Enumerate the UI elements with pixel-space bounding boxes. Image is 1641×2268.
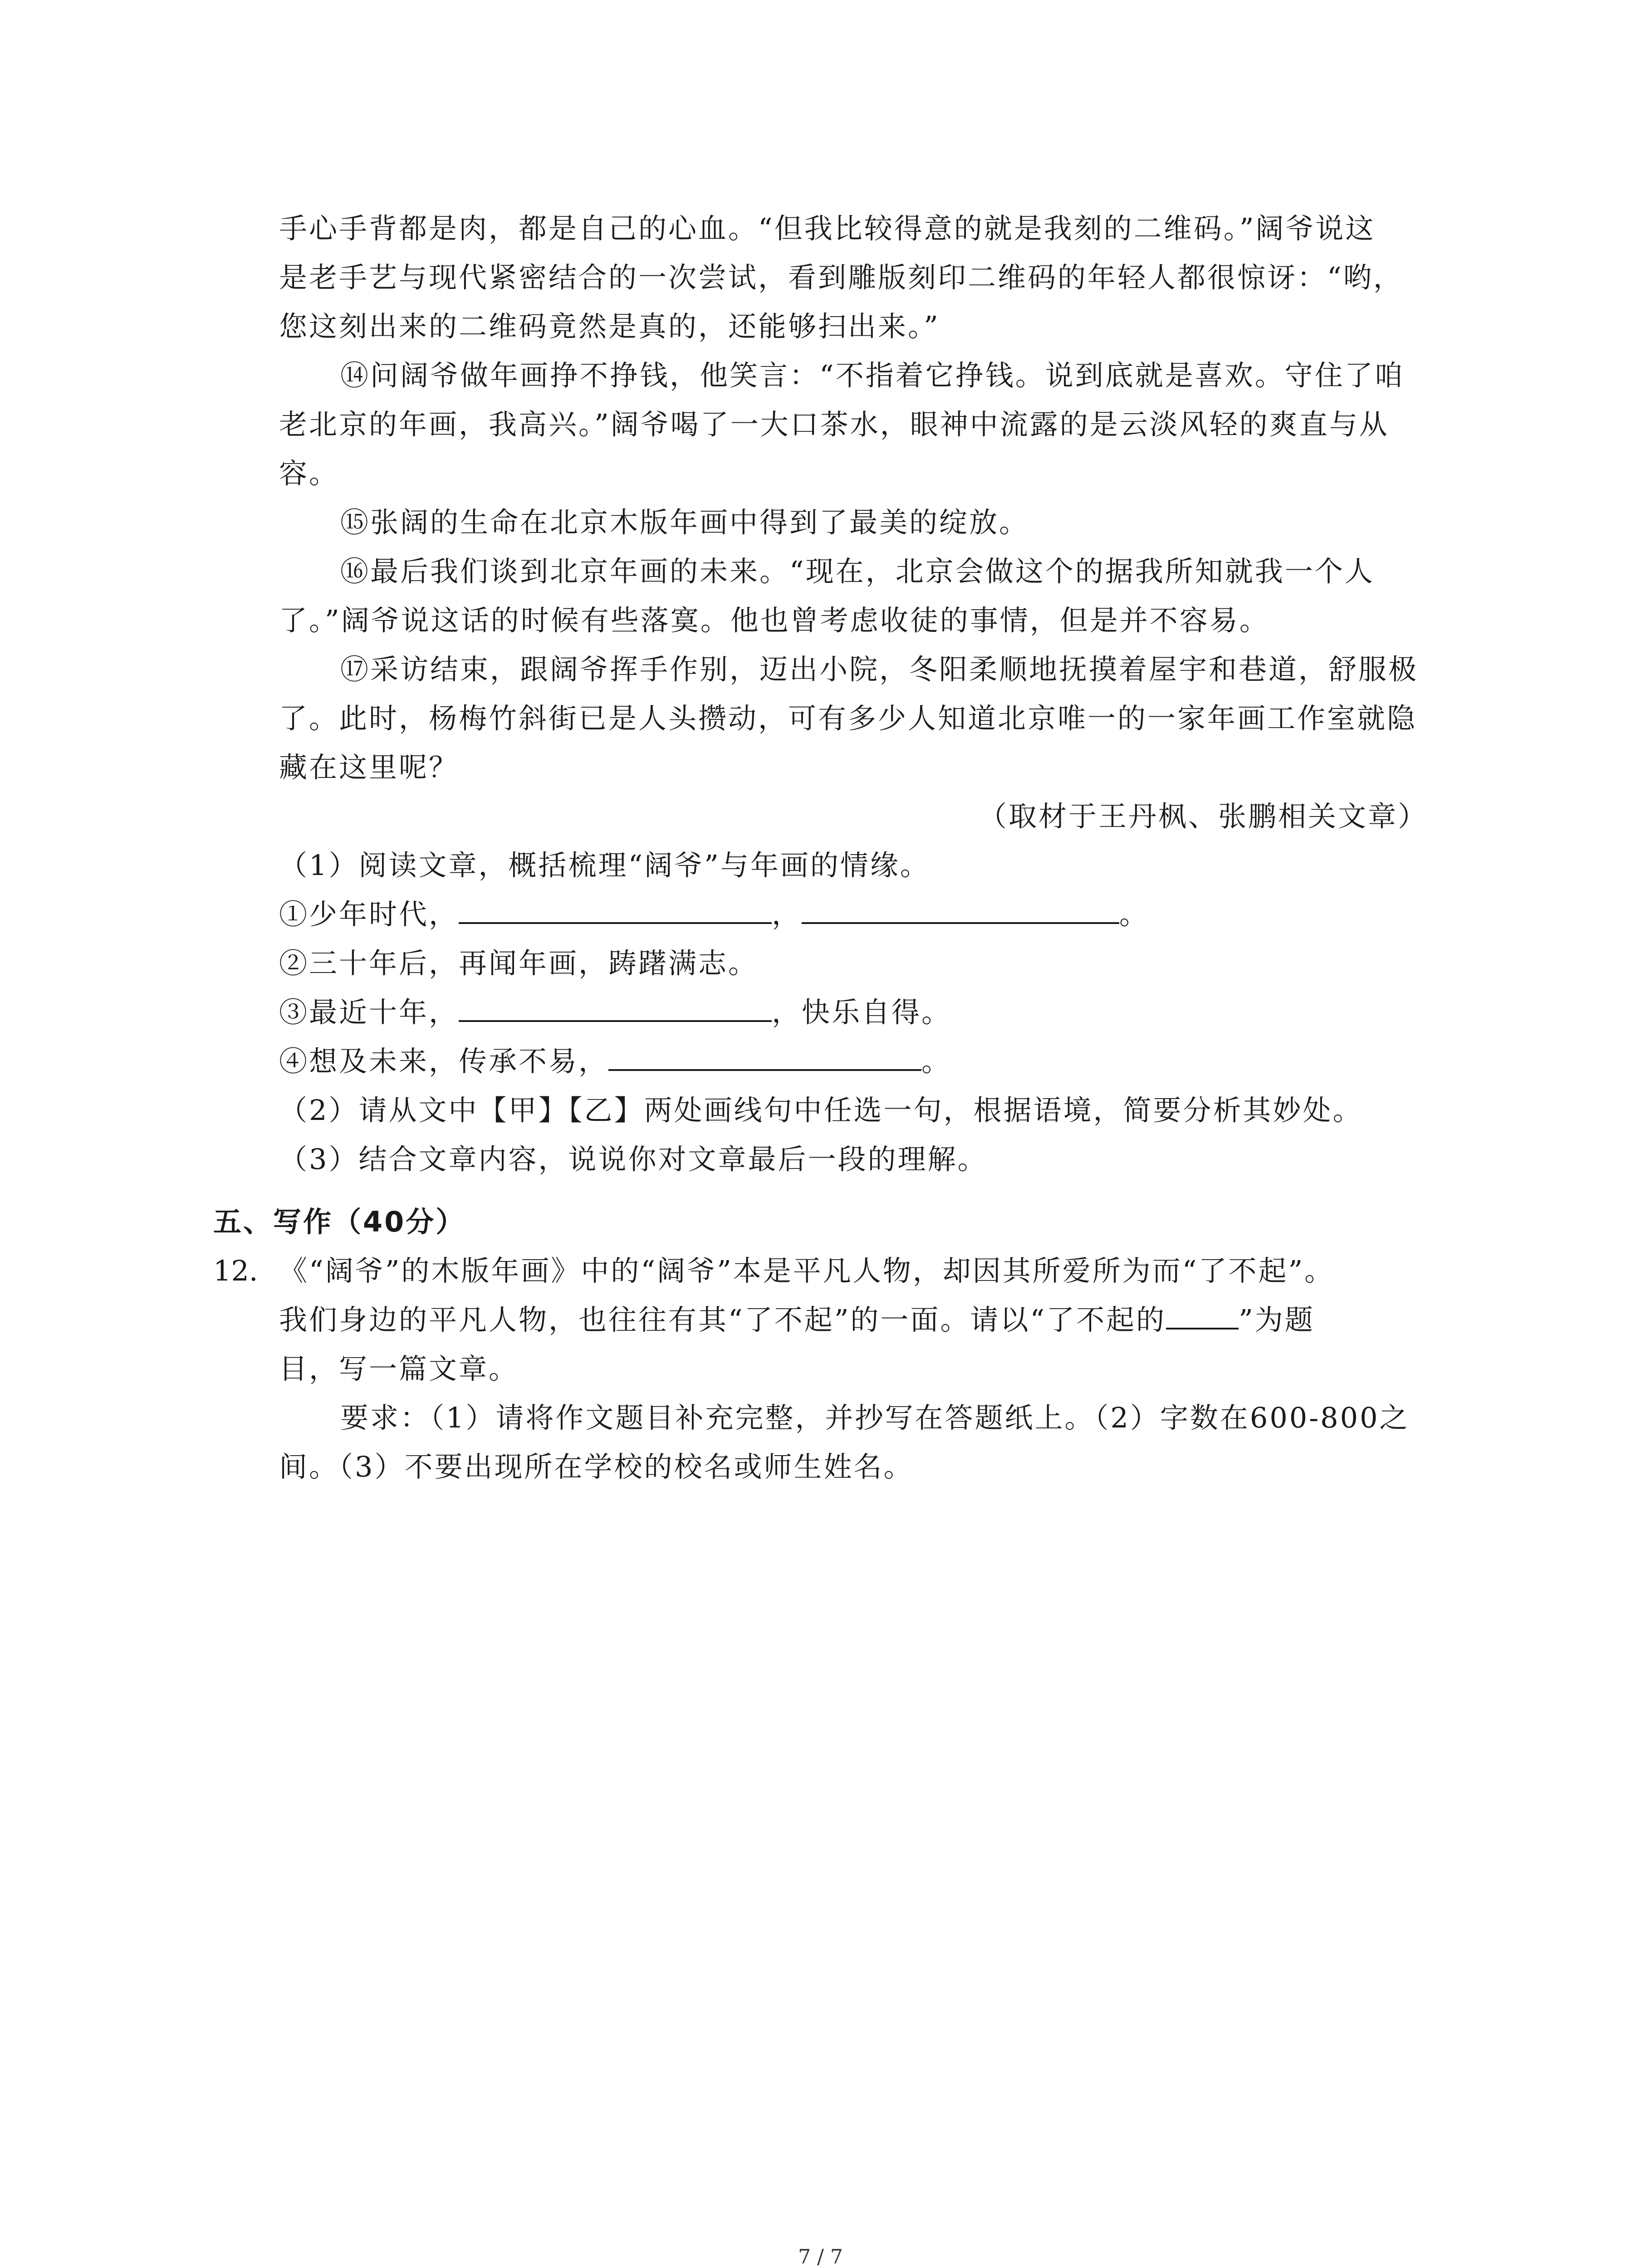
page-number: 7 / 7 [798, 2245, 843, 2268]
question-2: （2）请从文中【甲】【乙】两处画线句中任选一句，根据语境，简要分析其妙处。 [279, 1094, 1363, 1127]
paragraph-15-line-1: ⑮张阔的生命在北京木版年画中得到了最美的绽放。 [340, 506, 1029, 539]
writing-prompt-line-1: 《“阔爷”的木版年画》中的“阔爷”本是平凡人物，却因其所爱所为而“了不起”。 [279, 1254, 1335, 1287]
paragraph-17-line-1: ⑰采访结束，跟阔爷挥手作别，迈出小院，冬阳柔顺地抚摸着屋宇和巷道，舒服极 [340, 653, 1419, 686]
answer-blank-1d[interactable] [608, 1041, 921, 1071]
writing-prompt-line-3: 目，写一篇文章。 [279, 1352, 519, 1385]
question-1: （1）阅读文章，概括梳理“阔爷”与年画的情缘。 [279, 849, 930, 882]
question-1-item-b: ②三十年后，再闻年画，踌躇满志。 [279, 947, 759, 980]
paragraph-16-line-1: ⑯最后我们谈到北京年画的未来。“现在，北京会做这个的据我所知就我一个人 [340, 555, 1375, 588]
question-1-item-c-suffix: ，快乐自得。 [772, 996, 952, 1029]
question-1-item-c [279, 988, 1440, 1037]
writing-question-number: 12. [213, 1254, 258, 1287]
paragraph-17-line-2: 了。此时，杨梅竹斜街已是人头攒动，可有多少人知道北京唯一的一家年画工作室就隐 [279, 702, 1417, 735]
paragraph-14-line-2: 老北京的年画，我高兴。”阔爷喝了一大口茶水，眼神中流露的是云淡风轻的爽直与从 [279, 408, 1389, 441]
paragraph-13-line-1: 手心手背都是肉，都是自己的心血。“但我比较得意的就是我刻的二维码。”阔爷说这 [279, 212, 1376, 245]
answer-blank-1a-first[interactable] [459, 894, 772, 924]
writing-prompt-line-2 [279, 1295, 1440, 1344]
answer-blank-1a-second[interactable] [802, 894, 1119, 924]
question-1-item-d [279, 1037, 1440, 1086]
paragraph-16-line-2: 了。”阔爷说这话的时候有些落寞。他也曾考虑收徒的事情，但是并不容易。 [279, 604, 1269, 637]
question-3: （3）结合文章内容，说说你对文章最后一段的理解。 [279, 1143, 988, 1176]
question-1-item-a-end: 。 [1119, 898, 1150, 931]
writing-requirements-line-1: 要求：（1）请将作文题目补充完整，并抄写在答题纸上。（2）字数在600-800之 [340, 1401, 1410, 1434]
question-1-item-d-end: 。 [921, 1045, 952, 1078]
writing-prompt-line-2-suffix: ”为题 [1239, 1303, 1315, 1336]
paragraph-13-line-3: 您这刻出来的二维码竟然是真的，还能够扫出来。” [279, 310, 940, 343]
essay-title-blank[interactable] [1166, 1300, 1239, 1330]
question-1-item-a-prefix: ①少年时代， [279, 898, 459, 931]
question-1-item-d-prefix: ④想及未来，传承不易， [279, 1045, 609, 1078]
paragraph-13-line-2: 是老手艺与现代紧密结合的一次尝试，看到雕版刻印二维码的年轻人都很惊讶：“哟， [279, 261, 1403, 294]
paragraph-14-line-3: 容。 [279, 457, 339, 490]
question-1-item-c-prefix: ③最近十年， [279, 996, 459, 1029]
writing-requirements-line-2: 间。（3）不要出现所在学校的校名或师生姓名。 [279, 1450, 914, 1483]
answer-blank-1c[interactable] [459, 992, 772, 1022]
question-1-item-a-separator: ， [772, 898, 802, 931]
writing-section-heading: 五、写作（40分） [213, 1205, 466, 1238]
writing-prompt-line-2-prefix: 我们身边的平凡人物，也往往有其“了不起”的一面。请以“了不起的 [279, 1303, 1166, 1336]
question-1-item-a [279, 890, 1440, 939]
paragraph-17-line-3: 藏在这里呢？ [279, 751, 459, 784]
paragraph-14-line-1: ⑭问阔爷做年画挣不挣钱，他笑言：“不指着它挣钱。说到底就是喜欢。守住了咱 [340, 359, 1405, 392]
source-citation: （取材于王丹枫、张鹏相关文章） [978, 800, 1428, 833]
